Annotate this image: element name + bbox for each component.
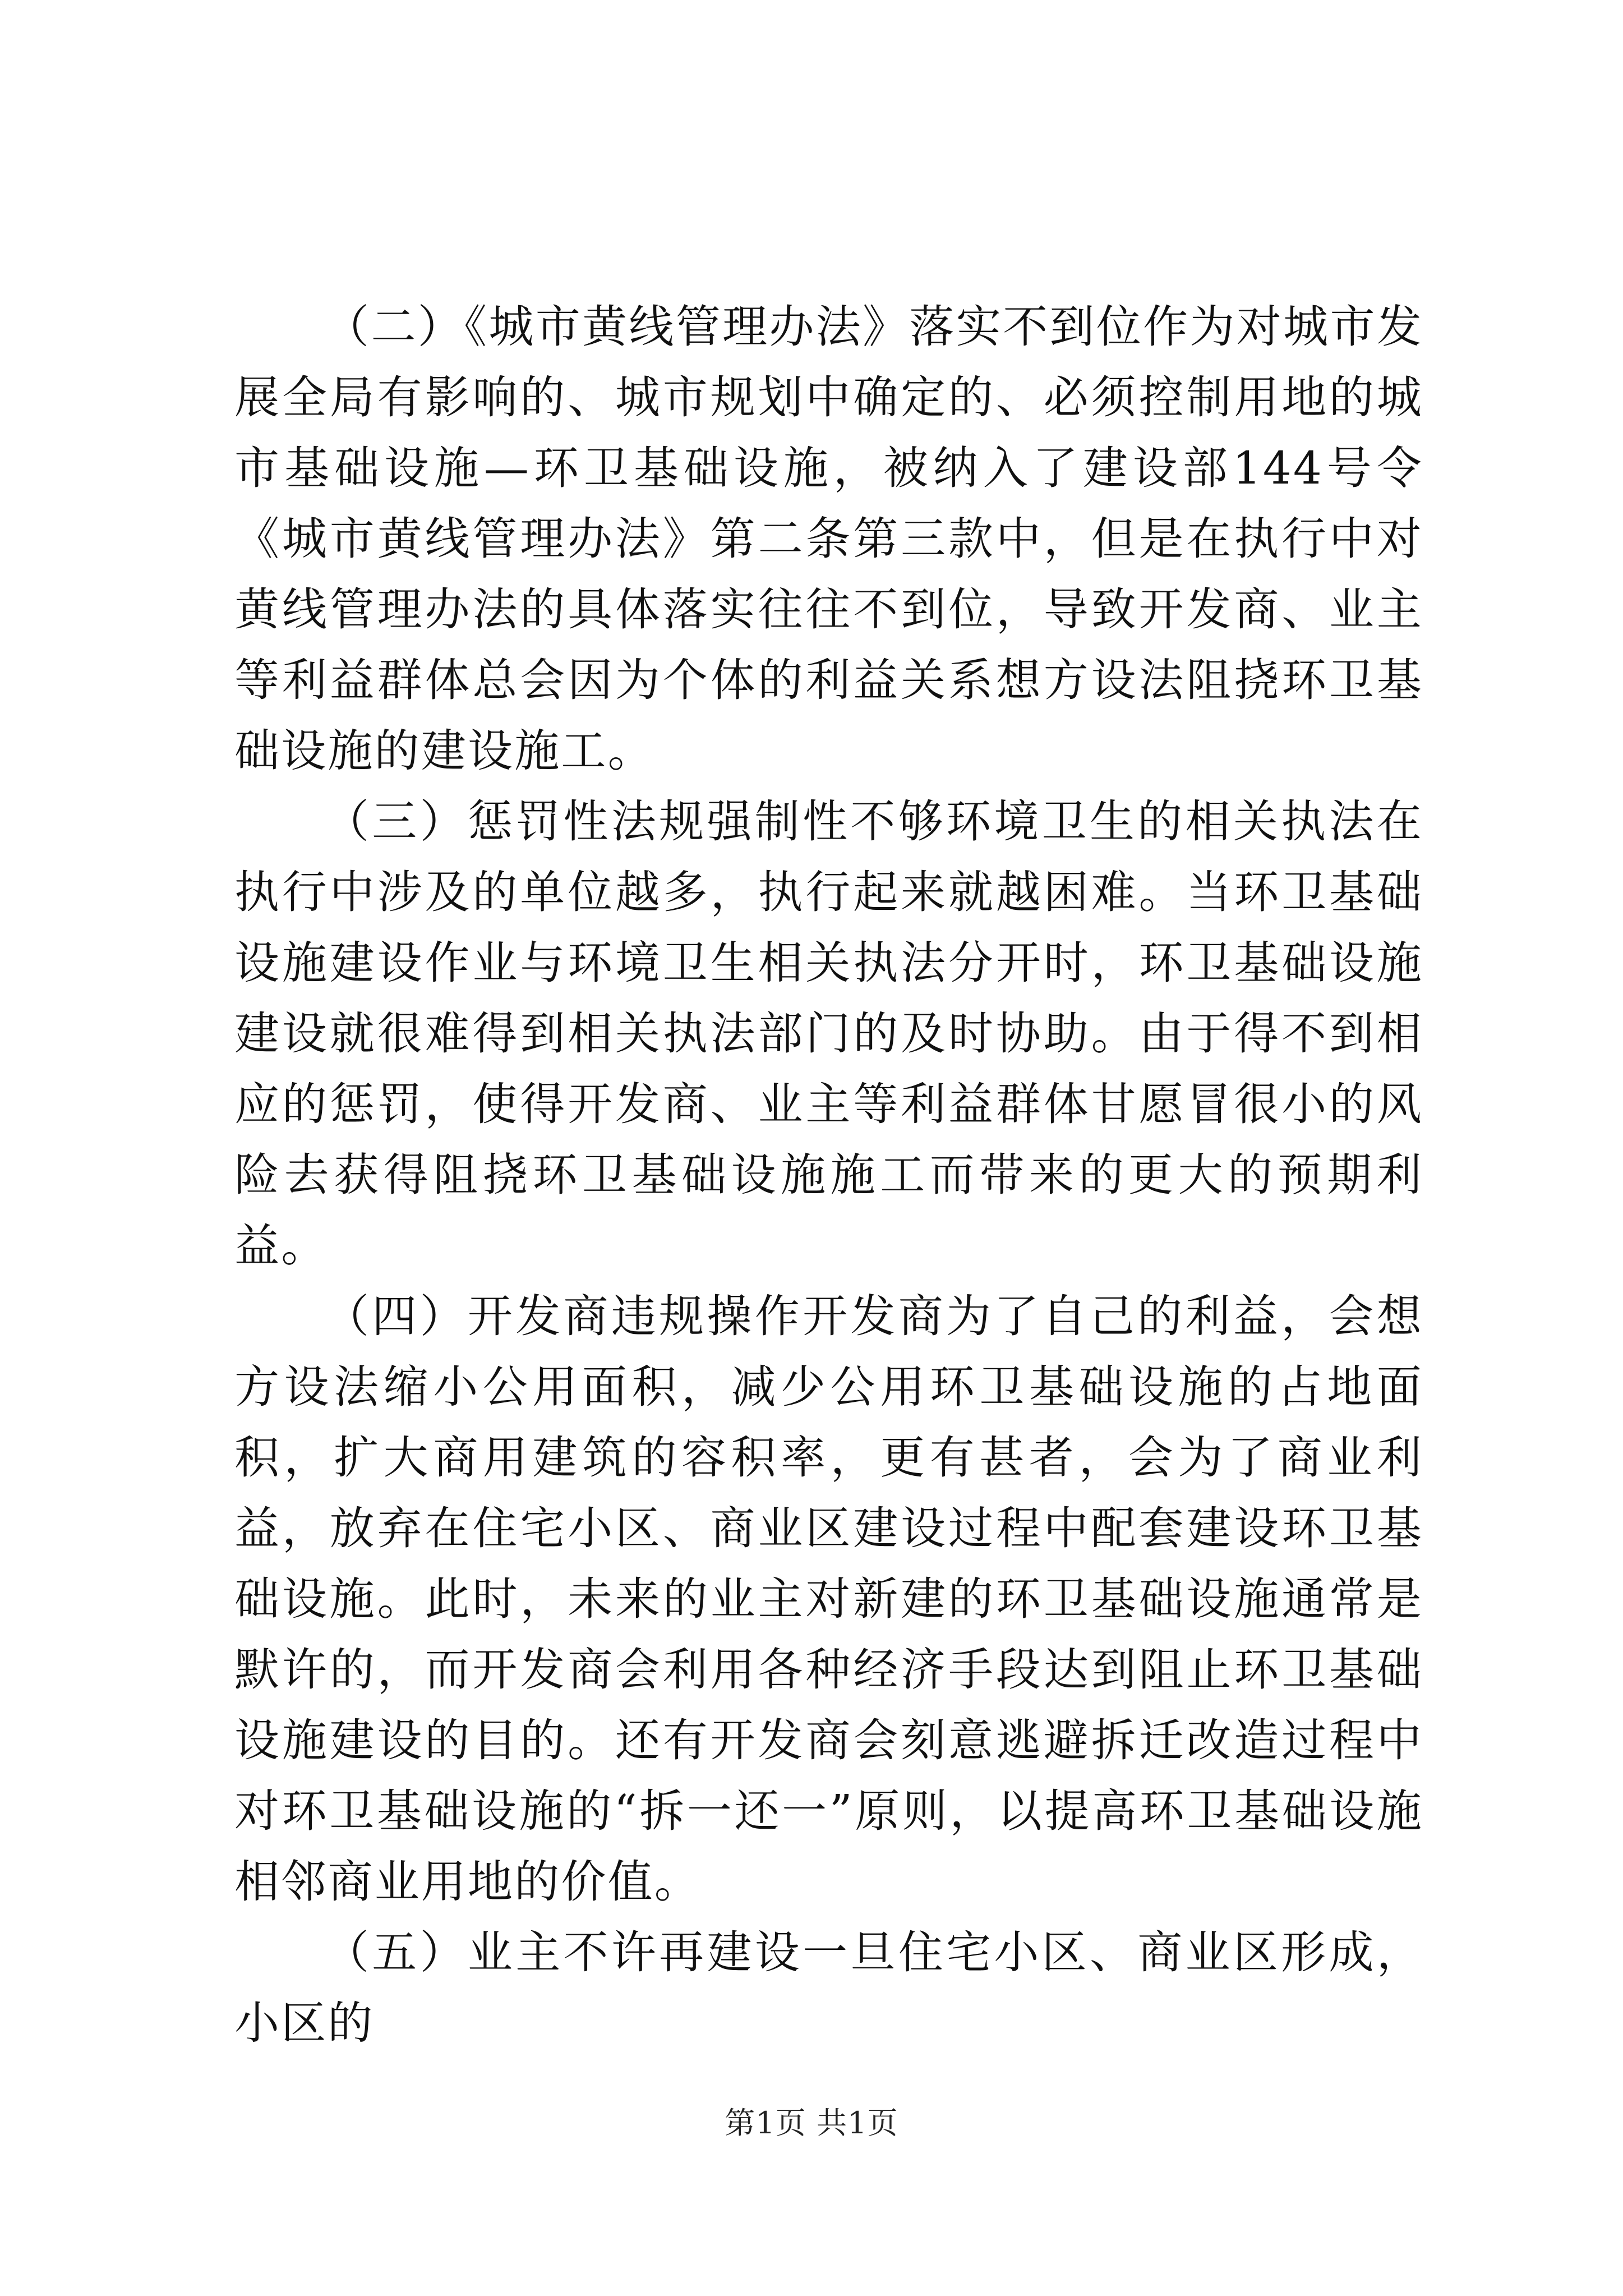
paragraph-2: （二）《城市黄线管理办法》落实不到位作为对城市发展全局有影响的、城市规划中确定的、必须控制用地的城市基础设施—环卫基础设施，被纳入了建设部144号令《城市黄线管理办法》第二条第三款中，但是在执行中对黄线管理办法的具体落实往往不到位，导致开发商、业主等利益群体总会因为个体的利益关系想方设法阻挠环卫基础设施的建设施工。	[234, 301, 1423, 777]
paragraph-3: （三）惩罚性法规强制性不够环境卫生的相关执法在执行中涉及的单位越多，执行起来就越困难。当环卫基础设施建设作业与环境卫生相关执法分开时，环卫基础设施建设就很难得到相关执法部门的及时协助。由于得不到相应的惩罚，使得开发商、业主等利益群体甘愿冒很小的风险去获得阻挠环卫基础设施施工而带来的更大的预期利益。	[234, 795, 1423, 1272]
paragraph-4: （四）开发商违规操作开发商为了自己的利益，会想方设法缩小公用面积，减少公用环卫基础设施的占地面积，扩大商用建筑的容积率，更有甚者，会为了商业利益，放弃在住宅小区、商业区建设过程中配套建设环卫基础设施。此时，未来的业主对新建的环卫基础设施通常是默许的，而开发商会利用各种经济手段达到阻止环卫基础设施建设的目的。还有开发商会刻意逃避拆迁改造过程中对环卫基础设施的“拆一还一”原则，以提高环卫基础设施相邻商业用地的价值。	[234, 1290, 1423, 1908]
document-body	[234, 292, 1423, 2059]
page-footer: 第1页 共1页	[725, 2105, 898, 2141]
paragraph-5: （五）业主不许再建设一旦住宅小区、商业区形成，小区的	[234, 1926, 1423, 2049]
